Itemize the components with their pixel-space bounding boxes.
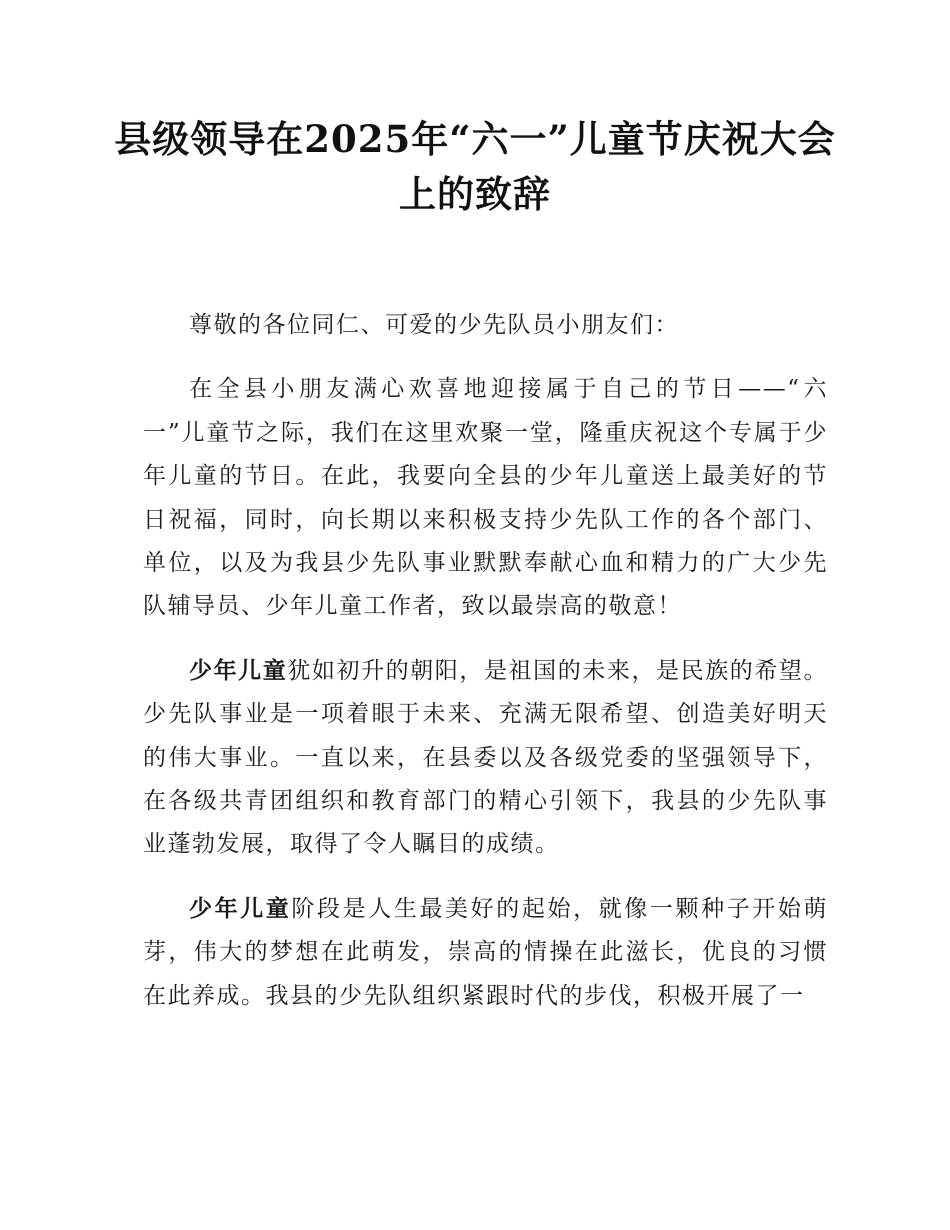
paragraph-2-lead: 少年儿童 xyxy=(189,657,288,684)
paragraph-1 xyxy=(143,368,828,628)
paragraph-1-text: 在全县小朋友满心欢喜地迎接属于自己的节日——“六一”儿童节之际，我们在这里欢聚一堂，隆重庆祝这个专属于少年儿童的节日。在此，我要向全县的少年儿童送上最美好的节日祝福，同时，向长期以来积极支持少先队工作的各个部门、单位，以及为我县少先队事业默默奉献心血和精力的广大少先队辅导员、少年儿童工作者，致以最崇高的敬意！ xyxy=(143,376,828,620)
paragraph-2 xyxy=(143,650,828,867)
paragraph-3-text: 阶段是人生最美好的起始，就像一颗种子开始萌芽，伟大的梦想在此萌发，崇高的情操在此滋长，优良的习惯在此养成。我县的少先队组织紧跟时代的步伐，积极开展了一 xyxy=(143,895,829,1009)
paragraph-3 xyxy=(143,888,828,1018)
paragraph-2-text: 犹如初升的朝阳，是祖国的未来，是民族的希望。少先队事业是一项着眼于未来、充满无限希望、创造美好明天的伟大事业。一直以来，在县委以及各级党委的坚强领导下，在各级共青团组织和教育部门的精心引领下，我县的少先队事业蓬勃发展，取得了令人瞩目的成绩。 xyxy=(143,657,829,858)
salutation: 尊敬的各位同仁、可爱的少先队员小朋友们： xyxy=(189,312,679,338)
document-body xyxy=(143,304,828,1039)
paragraph-3-lead: 少年儿童 xyxy=(189,895,292,922)
document-title: 县级领导在2025年“六一”儿童节庆祝大会上的致辞 xyxy=(114,117,836,216)
